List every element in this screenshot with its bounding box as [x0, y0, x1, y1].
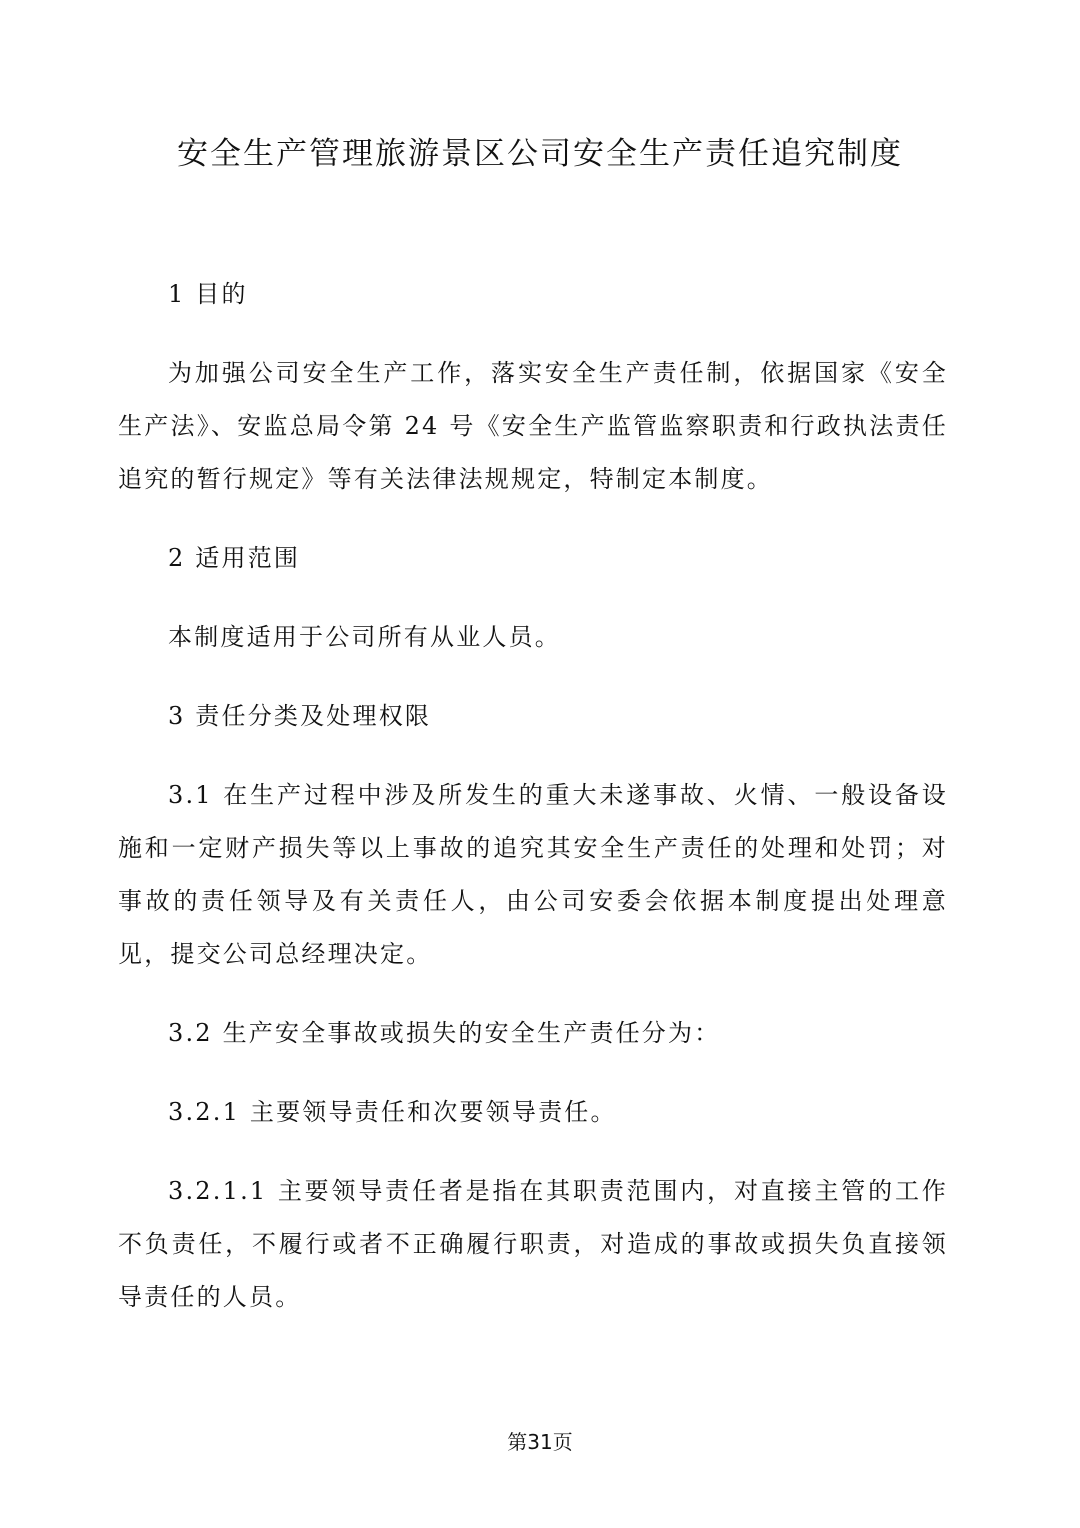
paragraph-purpose: 为加强公司安全生产工作，落实安全生产责任制，依据国家《安全生产法》、安监总局令第 24 号《安全生产监管监察职责和行政执法责任追究的暂行规定》等有关法律法规规定，特制定本制度。 — [118, 359, 948, 493]
paragraph-3-2-1: 3.2.1 主要领导责任和次要领导责任。 — [168, 1098, 617, 1126]
paragraph-scope: 本制度适用于公司所有从业人员。 — [168, 623, 561, 651]
paragraph-3-1: 3.1 在生产过程中涉及所发生的重大未遂事故、火情、一般设备设施和一定财产损失等以上事故的追究其安全生产责任的处理和处罚；对事故的责任领导及有关责任人，由公司安委会依据本制度提出处理意见，提交公司总经理决定。 — [118, 781, 948, 968]
section-heading-responsibility: 3 责任分类及处理权限 — [168, 702, 432, 730]
page-number: 第31页 — [507, 1430, 573, 1454]
section-heading-scope: 2 适用范围 — [168, 544, 301, 572]
document-body — [118, 268, 948, 1350]
paragraph-3-2: 3.2 生产安全事故或损失的安全生产责任分为： — [168, 1019, 721, 1047]
document-title: 安全生产管理旅游景区公司安全生产责任追究制度 — [177, 136, 903, 172]
section-heading-purpose: 1 目的 — [168, 280, 248, 308]
paragraph-3-2-1-1: 3.2.1.1 主要领导责任者是指在其职责范围内，对直接主管的工作不负责任，不履行或者不正确履行职责，对造成的事故或损失负直接领导责任的人员。 — [118, 1177, 948, 1311]
